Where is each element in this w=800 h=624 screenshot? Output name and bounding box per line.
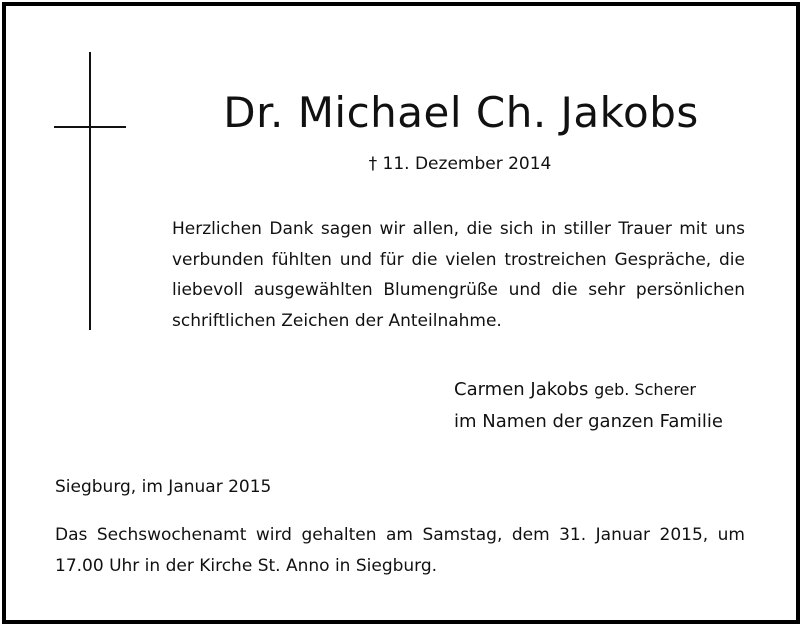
signature-block	[454, 374, 784, 438]
death-date: † 11. Dezember 2014	[368, 154, 552, 174]
service-announcement	[55, 520, 745, 582]
thanks-line: Herzlichen Dank sagen wir allen, die sich in stiller Trauer mit uns	[172, 219, 745, 239]
thanks-line: schriftlichen Zeichen der Anteilnahme.	[172, 310, 502, 331]
signer-on-behalf: im Namen der ganzen Familie	[454, 411, 723, 432]
cross-icon-vertical	[89, 52, 91, 330]
thanks-line: liebevoll ausgewählten Blumengrüße und die sehr persönlichen	[172, 280, 745, 300]
cross-icon-horizontal	[54, 126, 126, 128]
service-line: Das Sechswochenamt wird gehalten am Samstag, dem 31. Januar 2015, um	[55, 525, 745, 545]
signer-birth-name: geb. Scherer	[594, 380, 697, 399]
thanks-line: verbunden fühlten und für die vielen trostreichen Gespräche, die	[172, 249, 745, 270]
signer-name: Carmen Jakobs	[454, 379, 589, 400]
service-line: 17.00 Uhr in der Kirche St. Anno in Siegburg.	[55, 556, 438, 576]
deceased-name: Dr. Michael Ch. Jakobs	[223, 88, 699, 137]
thanks-paragraph	[172, 214, 745, 336]
place-and-date: Siegburg, im Januar 2015	[55, 477, 272, 497]
